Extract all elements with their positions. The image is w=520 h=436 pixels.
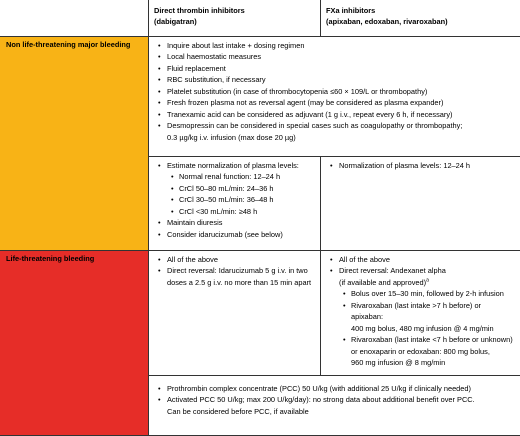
list-item: • Consider idarucizumab (see below) [154, 229, 314, 240]
apcc-line2: Can be considered before PCC, if available [167, 406, 309, 416]
row-label-text: Non life-threatening major bleeding [6, 40, 131, 49]
grid-line [148, 375, 520, 376]
header-dabigatran [148, 0, 320, 36]
dose-line: Rivaroxaban (last intake >7 h before) or apixaban: [351, 300, 482, 322]
non-life-common-measures [148, 36, 520, 156]
list-item: • All of the above [154, 254, 314, 265]
header-col2-title: Direct thrombin inhibitors [154, 6, 245, 15]
life-dabigatran-list [154, 254, 314, 288]
list-item: • Fresh frozen plasma not as reversal agent (may be considered as plasma expander) [154, 97, 514, 108]
life-dabigatran-cell [148, 250, 320, 375]
list-item: • Tranexamic acid can be considered as adjuvant (1 g i.v., repeat every 6 h, if necessary) [154, 109, 514, 120]
dose-line: or enoxaparin or edoxaban: 800 mg bolus, [351, 346, 490, 356]
header-col3-subtitle: (apixaban, edoxaban, rivaroxaban) [326, 17, 448, 27]
idarucizumab-line2: doses a 2.5 g i.v. no more than 15 min apart [167, 277, 312, 287]
life-common-list [154, 383, 514, 417]
list-item: • Platelet substitution (in case of thrombocytopenia ≤60 × 109/L or thrombopathy) [154, 86, 514, 97]
list-item: • Normal renal function: 12–24 h [167, 171, 314, 182]
row-label-text: Life-threatening bleeding [6, 254, 95, 263]
list-item [339, 334, 514, 368]
grid-line [0, 250, 520, 251]
list-item: • CrCl 50–80 mL/min: 24–36 h [167, 183, 314, 194]
list-item: • Bolus over 15–30 min, followed by 2-h infusion [339, 288, 514, 299]
list-item: • CrCl <30 mL/min: ≥48 h [167, 206, 314, 217]
row-label-non-life-threatening [0, 36, 148, 250]
grid-line [0, 36, 520, 37]
list-item: • CrCl 30–50 mL/min: 36–48 h [167, 194, 314, 205]
header-col2-subtitle: (dabigatran) [154, 17, 197, 27]
grid-line [320, 0, 321, 36]
list-item [339, 300, 514, 334]
footnote-marker: a [426, 277, 429, 284]
list-item: • Maintain diuresis [154, 217, 314, 228]
apcc-line1: Activated PCC 50 U/kg; max 200 U/kg/day): no strong data about additional benefit over PCC. [167, 395, 475, 405]
non-life-fxa-cell [320, 156, 520, 250]
dose-line: 960 mg infusion @ 8 mg/min [351, 358, 446, 368]
idarucizumab-line1: Direct reversal: Idarucizumab 5 g i.v. in two [167, 266, 308, 276]
dose-line: 400 mg bolus, 480 mg infusion @ 4 mg/min [351, 323, 494, 333]
dabigatran-levels-list [167, 171, 314, 217]
grid-line [148, 0, 149, 436]
list-item: • Normalization of plasma levels: 12–24 h [326, 160, 514, 171]
andexanet-line2: (if available and approved) [339, 277, 427, 287]
life-common-cell [148, 375, 520, 436]
dose-line: Rivaroxaban (last intake <7 h before or unknown) [351, 335, 513, 345]
header-fxa [320, 0, 520, 36]
list-item: • RBC substitution, if necessary [154, 74, 514, 85]
list-item: • Local haemostatic measures [154, 51, 514, 62]
list-item: • Fluid replacement [154, 63, 514, 74]
grid-line [320, 156, 321, 250]
andexanet-dosing-list [339, 288, 514, 368]
list-item: • Desmopressin can be considered in special cases such as coagulopathy or thrombopathy; [154, 120, 514, 131]
list-item [154, 265, 314, 288]
dabigatran-extra-list [154, 217, 314, 240]
list-item [154, 394, 514, 417]
andexanet-line1: Direct reversal: Andexanet alpha [339, 266, 446, 276]
desmopressin-dose: 0.3 µg/kg i.v. infusion (max dose 20 µg) [167, 132, 296, 142]
life-fxa-cell [320, 250, 520, 375]
list-item: • Inquire about last intake + dosing regimen [154, 40, 514, 51]
list-item: • All of the above [326, 254, 514, 265]
row-label-life-threatening [0, 250, 148, 436]
list-item: • Estimate normalization of plasma levels: [154, 160, 314, 171]
dabigatran-list [154, 160, 314, 171]
header-col3-title: FXa inhibitors [326, 6, 376, 15]
non-life-dabigatran-cell [148, 156, 320, 250]
fxa-list [326, 160, 514, 171]
list-item: • Prothrombin complex concentrate (PCC) 50 U/kg (with additional 25 U/kg if clinically needed) [154, 383, 514, 394]
list-item [326, 265, 514, 288]
life-fxa-list [326, 254, 514, 288]
grid-line [148, 156, 520, 157]
header-empty-cell [0, 0, 148, 36]
grid-line [320, 250, 321, 375]
common-measures-list [154, 40, 514, 132]
